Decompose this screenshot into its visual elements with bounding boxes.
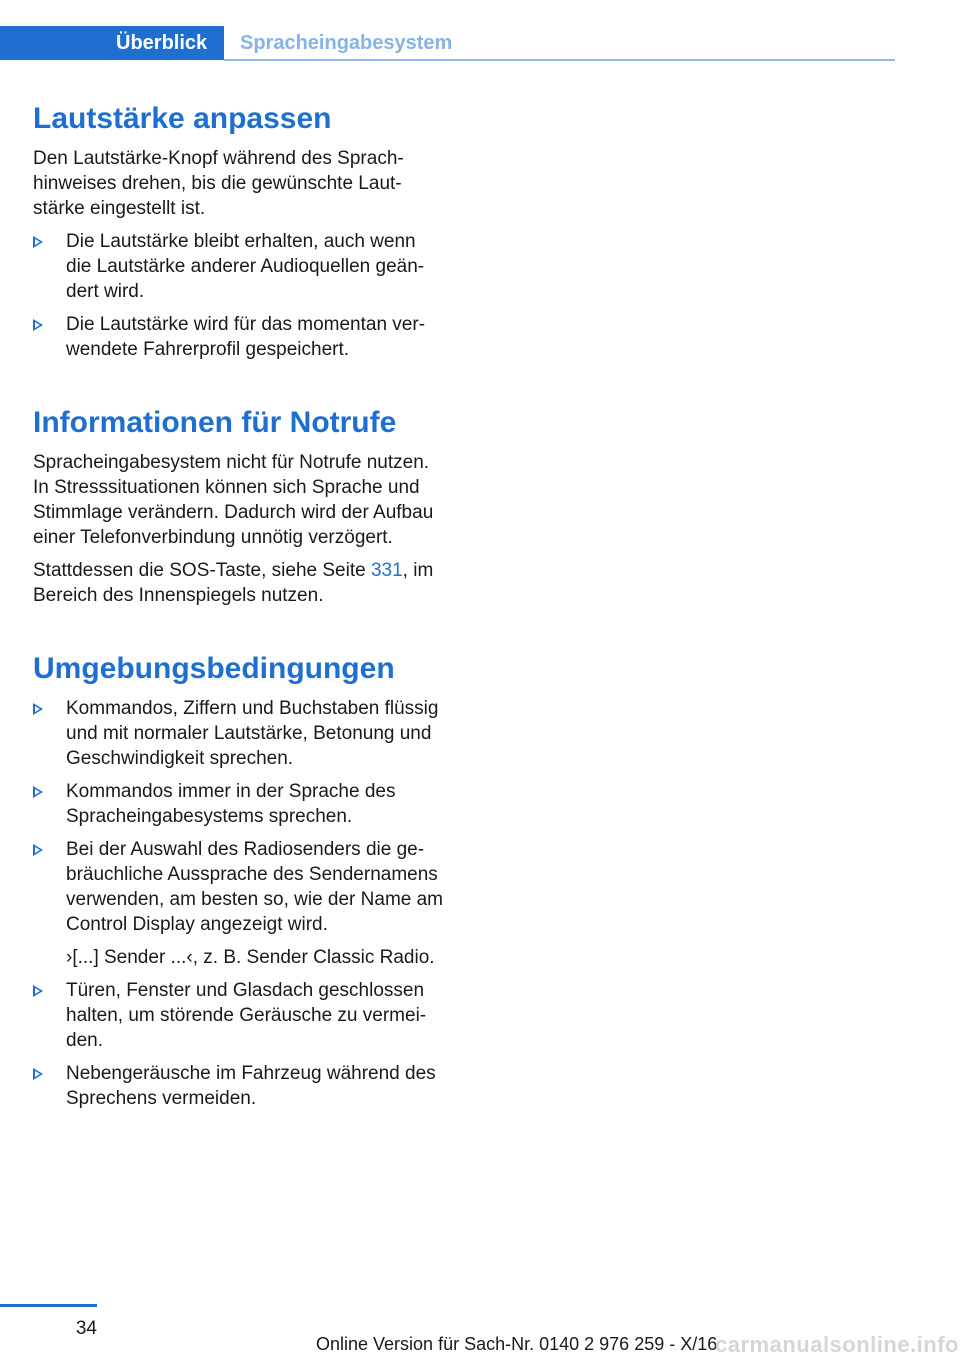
page-content	[33, 100, 445, 1153]
triangle-bullet-icon	[33, 319, 43, 331]
section-title-environment: Umgebungsbedingungen	[33, 652, 395, 685]
page-header	[0, 26, 895, 62]
sos-text-after: , im Bereich des Innenspiegels nutzen.	[33, 560, 434, 606]
header-divider	[224, 59, 895, 61]
command-example: ›[...] Sender ...‹, z. B. Sender Classic Radio.	[66, 947, 435, 968]
triangle-bullet-icon	[33, 786, 43, 798]
list-item-text: Bei der Auswahl des Radiosenders die gebräuchliche Aussprache des Sendernamens verwenden, am besten so, wie der Name am Control Display angezeigt wird.	[66, 839, 444, 935]
triangle-bullet-icon	[33, 844, 43, 856]
tab-overview[interactable]: Überblick	[0, 26, 224, 60]
volume-list	[33, 229, 445, 362]
sos-text-before: Stattdessen die SOS-Taste, siehe Seite	[33, 560, 371, 581]
list-item	[33, 837, 445, 970]
triangle-bullet-icon	[33, 1068, 43, 1080]
section-title-emergency: Informationen für Notrufe	[33, 406, 397, 439]
list-item-text: Kommandos, Ziffern und Buchstaben flüssig und mit normaler Lautstärke, Betonung und Geschwindigkeit sprechen.	[66, 698, 439, 769]
tab-voice-input-system[interactable]: Spracheingabesystem	[240, 32, 453, 54]
section-emergency	[33, 404, 445, 608]
section-volume	[33, 100, 445, 362]
list-item-text: Kommandos immer in der Sprache des Spracheingabesystems sprechen.	[66, 781, 396, 827]
list-item-text: Nebengeräusche im Fahrzeug während des Sprechens vermeiden.	[66, 1063, 436, 1109]
page-reference-link[interactable]: 331	[370, 560, 403, 581]
volume-intro: Den Lautstärke-Knopf während des Sprachhinweises drehen, bis die gewünschte Lautstärke eingestellt ist.	[33, 148, 404, 219]
footer-divider	[0, 1304, 97, 1307]
version-text: Online Version für Sach-Nr. 0140 2 976 259 - X/16	[316, 1334, 718, 1354]
emergency-paragraph: Spracheingabesystem nicht für Notrufe nutzen. In Stresssituationen können sich Sprache und Stimmlage verändern. Dadurch wird der Aufbau einer Telefonverbindung unnötig verzögert.	[33, 452, 434, 548]
section-title-volume: Lautstärke anpassen	[33, 102, 332, 135]
triangle-bullet-icon	[33, 703, 43, 715]
environment-list	[33, 696, 445, 1111]
list-item	[33, 696, 445, 771]
triangle-bullet-icon	[33, 236, 43, 248]
emergency-sos-paragraph	[33, 558, 445, 608]
list-item-text: Die Lautstärke bleibt erhalten, auch wenn die Lautstärke anderer Audioquellen geändert wird.	[66, 231, 425, 302]
page-number: 34	[75, 1318, 97, 1339]
list-item	[33, 229, 445, 304]
list-item-text: Die Lautstärke wird für das momentan verwendete Fahrerprofil gespeichert.	[66, 314, 426, 360]
list-item	[33, 779, 445, 829]
watermark: carmanualsonline.info	[715, 1332, 959, 1357]
list-item	[33, 1061, 445, 1111]
section-environment	[33, 650, 445, 1111]
triangle-bullet-icon	[33, 985, 43, 997]
list-item-text: Türen, Fenster und Glasdach geschlossen halten, um störende Geräusche zu vermeiden.	[66, 980, 427, 1051]
list-item	[33, 312, 445, 362]
list-item	[33, 978, 445, 1053]
